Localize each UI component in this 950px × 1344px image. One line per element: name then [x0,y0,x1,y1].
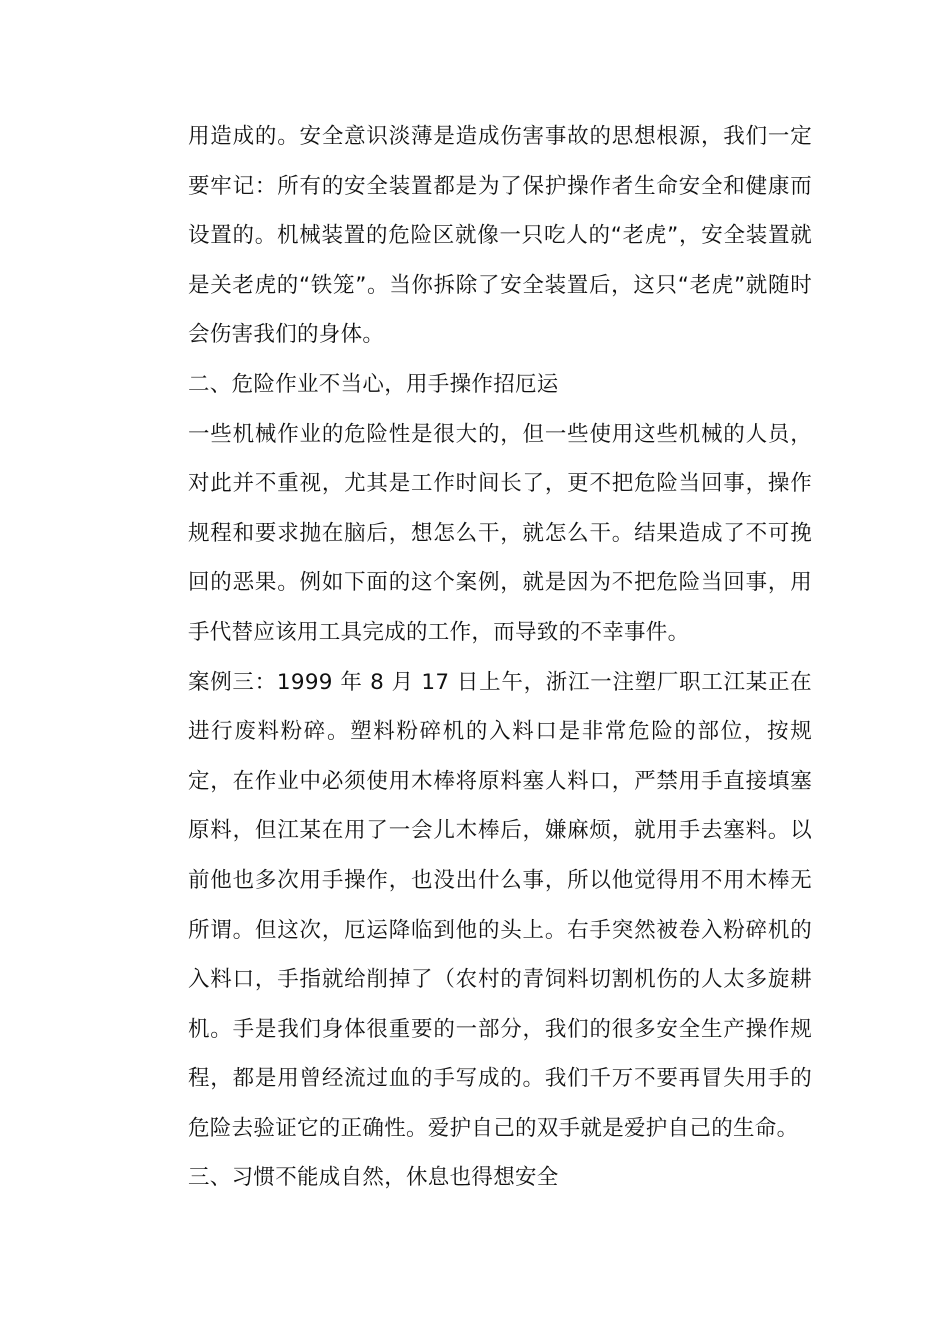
paragraph-case-three: 案例三：1999 年 8 月 17 日上午，浙江一注塑厂职工江某正在进行废料粉碎。塑料粉碎机的入料口是非常危险的部位，按规定，在作业中必须使用木棒将原料塞人料口，严禁用手直接填塞原料，但江某在用了一会儿木棒后，嫌麻烦，就用手去塞料。以前他也多次用手操作，也没出什么事，所以他觉得用不用木棒无所谓。但这次，厄运降临到他的头上。右手突然被卷入粉碎机的入料口，手指就给削掉了（农村的青饲料切割机伤的人太多旋耕机。手是我们身体很重要的一部分，我们的很多安全生产操作规程，都是用曾经流过血的手写成的。我们千万不要再冒失用手的危险去验证它的正确性。爱护自己的双手就是爱护自己的生命。 [188,669,812,1141]
section-heading-2: 二、危险作业不当心，用手操作招厄运 [188,371,559,397]
paragraph-safety-devices: 用造成的。安全意识淡薄是造成伤害事故的思想根源，我们一定要牢记：所有的安全装置都是为了保护操作者生命安全和健康而设置的。机械装置的危险区就像一只吃人的“老虎”，安全装置就是关老虎的“铁笼”。当你拆除了安全装置后，这只“老虎”就随时会伤害我们的身体。 [188,124,812,348]
document-body [188,112,812,1203]
section-heading-3: 三、习惯不能成自然，休息也得想安全 [188,1165,559,1191]
paragraph-dangerous-operations: 一些机械作业的危险性是很大的，但一些使用这些机械的人员，对此并不重视，尤其是工作时间长了，更不把危险当回事，操作规程和要求抛在脑后，想怎么干，就怎么干。结果造成了不可挽回的恶果。例如下面的这个案例，就是因为不把危险当回事，用手代替应该用工具完成的工作，而导致的不幸事件。 [188,421,812,645]
